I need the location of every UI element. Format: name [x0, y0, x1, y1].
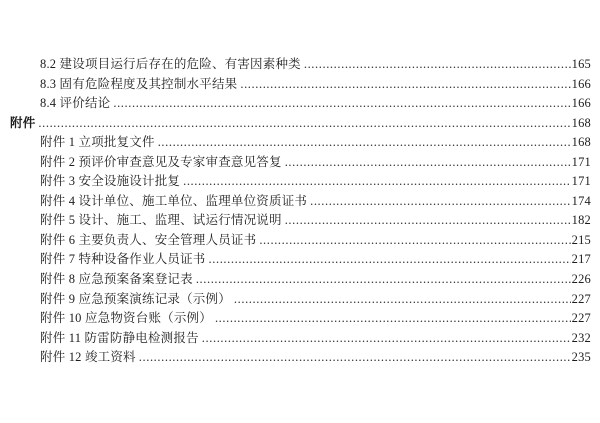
leader-dots: [310, 192, 571, 212]
toc-page-number: 168: [571, 115, 591, 130]
toc-entry: [0, 94, 600, 114]
toc-entry: [0, 172, 600, 192]
toc-entry: [0, 309, 600, 329]
toc-page-number: 235: [571, 350, 591, 365]
leader-dots: [113, 94, 570, 114]
toc-page-number: 227: [571, 291, 591, 306]
toc-page-number: 182: [571, 213, 591, 228]
toc-page-number: 165: [571, 57, 591, 71]
toc-entry-label: 8.2 建设项目运行后存在的危险、有害因素种类: [40, 57, 301, 71]
toc-page-number: 226: [571, 272, 591, 287]
toc-entry-label: 附件 1 立项批复文件: [40, 135, 155, 150]
toc-page-number: 232: [571, 330, 591, 345]
toc-entry: [0, 270, 600, 290]
toc-entry-label: 附件 2 预评价审查意见及专家审查意见答复: [40, 154, 282, 169]
toc-entry-label: 附件 4 设计单位、施工单位、监理单位资质证书: [40, 193, 308, 208]
toc-page-number: 168: [571, 135, 591, 150]
toc-page-number: 217: [571, 252, 591, 267]
toc-page-number: 166: [571, 96, 591, 111]
leader-dots: [215, 309, 571, 329]
toc-entry: [0, 153, 600, 173]
leader-dots: [139, 348, 571, 368]
toc-entry: [0, 250, 600, 270]
leader-dots: [285, 211, 571, 231]
toc-entry: [0, 55, 600, 75]
toc-entry-label: 附件 6 主要负责人、安全管理人员证书: [40, 232, 257, 247]
toc-page-number: 171: [571, 154, 591, 169]
leader-dots: [240, 75, 570, 95]
leader-dots: [209, 250, 571, 270]
leader-dots: [234, 290, 571, 310]
toc-entry-label: 附件 5 设计、施工、监理、试运行情况说明: [40, 213, 282, 228]
toc-page-number: 227: [571, 311, 591, 326]
toc-entry-label: 附件 12 竣工资料: [40, 350, 136, 365]
leader-dots: [285, 153, 571, 173]
leader-dots: [196, 270, 571, 290]
toc-entry-label: 附件 3 安全设施设计批复: [40, 174, 181, 189]
leader-dots: [304, 55, 571, 75]
toc-entry: [0, 329, 600, 349]
table-of-contents: [0, 55, 600, 368]
leader-dots: [158, 133, 571, 153]
toc-page-number: 166: [571, 76, 591, 91]
toc-entry-label: 附件 9 应急预案演练记录（示例）: [40, 291, 231, 306]
toc-entry-label: 8.4 评价结论: [40, 96, 111, 111]
toc-page-number: 174: [571, 193, 591, 208]
leader-dots: [202, 329, 571, 349]
toc-entry-label: 附件 7 特种设备作业人员证书: [40, 252, 206, 267]
toc-entry-label: 附件 11 防雷防静电检测报告: [40, 330, 199, 345]
toc-entry-label: 附件 8 应急预案备案登记表: [40, 272, 193, 287]
toc-entry: [0, 192, 600, 212]
toc-entry: [0, 348, 600, 368]
leader-dots: [259, 231, 570, 251]
toc-entry: [0, 211, 600, 231]
toc-entry-label: 附件 10 应急物资台账（示例）: [40, 311, 212, 326]
toc-section-header: [0, 114, 600, 134]
toc-entry: [0, 290, 600, 310]
toc-entry-label: 附件: [10, 115, 36, 130]
toc-entry: [0, 75, 600, 95]
toc-entry-label: 8.3 固有危险程度及其控制水平结果: [40, 76, 238, 91]
leader-dots: [183, 172, 571, 192]
toc-entry: [0, 133, 600, 153]
toc-page-number: 215: [571, 232, 591, 247]
toc-page-number: 171: [571, 174, 591, 189]
leader-dots: [38, 114, 570, 134]
toc-entry: [0, 231, 600, 251]
